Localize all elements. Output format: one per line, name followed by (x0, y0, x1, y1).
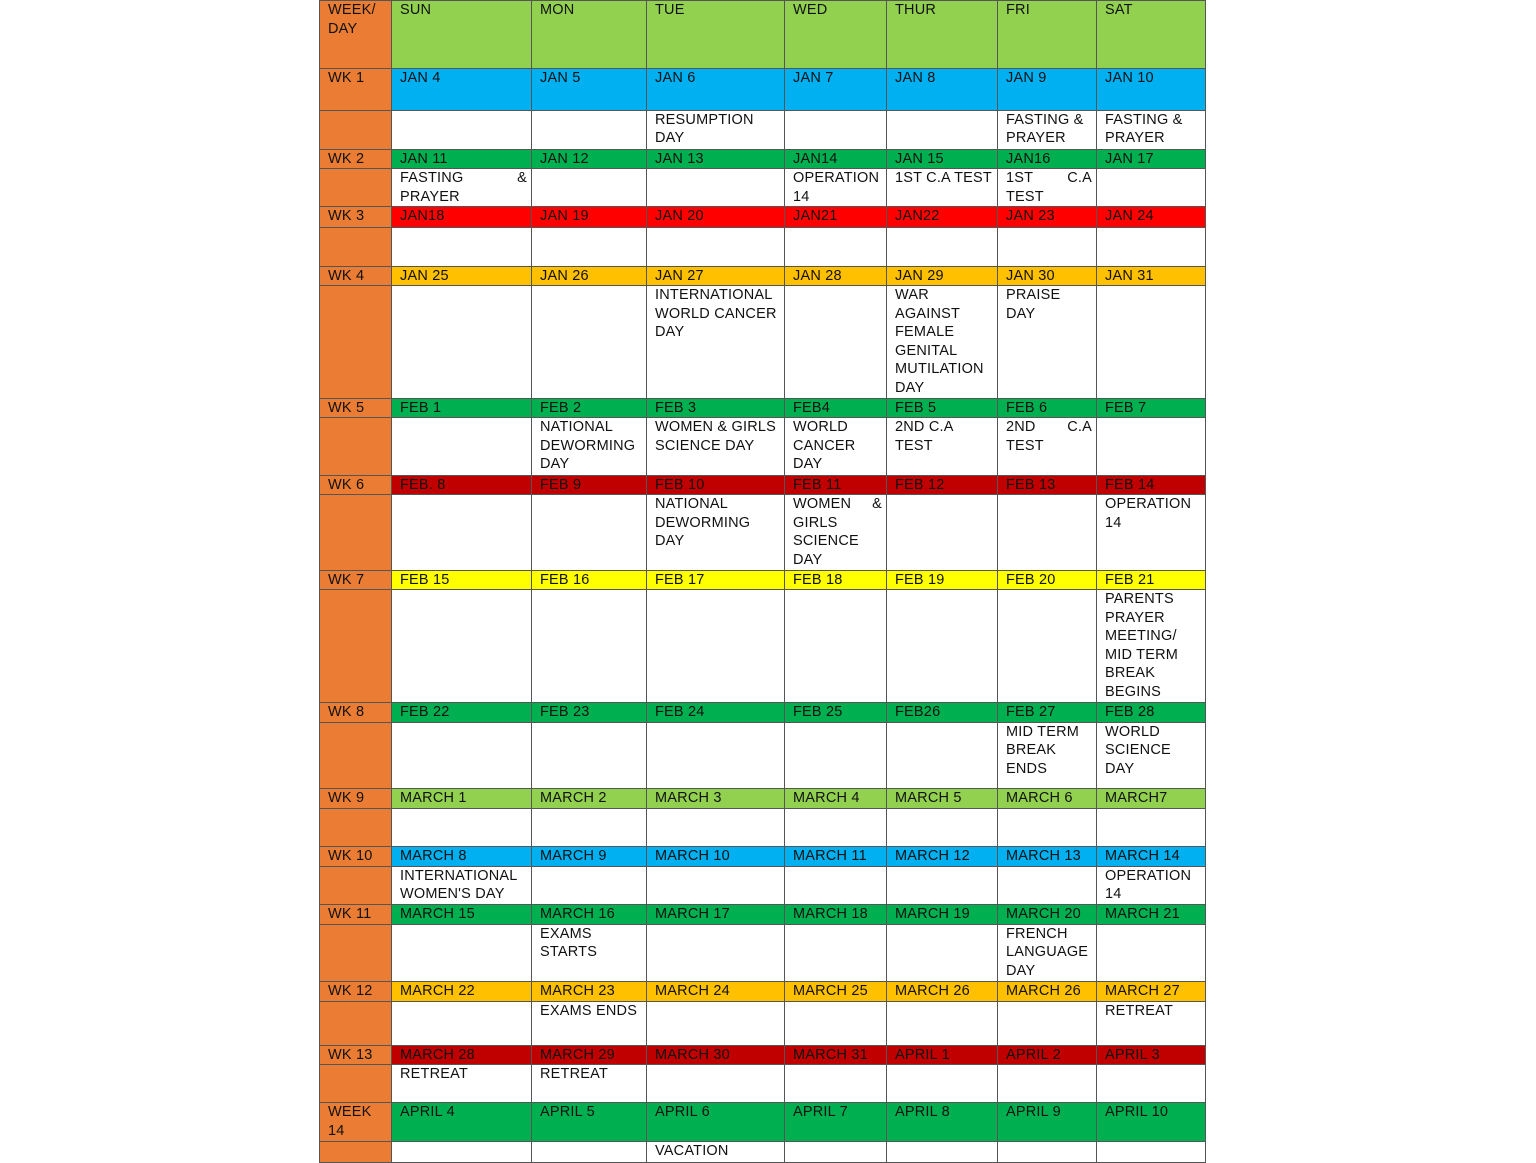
date-row (320, 702, 1206, 722)
date-cell: FEB 22 (392, 702, 532, 722)
week-label: WEEK 14 (320, 1103, 392, 1141)
week-label-spacer (320, 1001, 392, 1045)
event-cell (532, 110, 647, 149)
date-row (320, 570, 1206, 590)
week-label-spacer (320, 169, 392, 207)
event-row (320, 418, 1206, 475)
date-cell: MARCH 26 (998, 981, 1097, 1001)
event-cell (1097, 866, 1206, 904)
date-row (320, 398, 1206, 418)
event-cell (532, 418, 647, 475)
date-cell: FEB 21 (1097, 570, 1206, 590)
event-cell (392, 1001, 532, 1045)
date-cell: MARCH 19 (887, 905, 998, 925)
event-text: RETREAT (540, 1066, 608, 1083)
date-cell: MARCH 8 (392, 847, 532, 867)
day-header-thur: THUR (887, 1, 998, 69)
event-cell (887, 227, 998, 266)
event-row (320, 722, 1206, 788)
event-row (320, 1001, 1206, 1045)
date-cell: JAN 25 (392, 266, 532, 286)
event-cell (392, 722, 532, 788)
event-text: WOMEN & GIRLS SCIENCE DAY (655, 419, 777, 454)
event-text: 2ND C.A TEST (895, 419, 953, 454)
event-cell (785, 924, 887, 981)
event-cell (1097, 495, 1206, 570)
week-label: WK 9 (320, 789, 392, 809)
date-cell: MARCH 22 (392, 981, 532, 1001)
event-cell (998, 924, 1097, 981)
event-cell (1097, 418, 1206, 475)
date-cell: JAN21 (785, 207, 887, 227)
event-cell (1097, 1141, 1206, 1162)
event-cell (887, 809, 998, 847)
event-text: INTERNATIONAL WOMEN'S DAY (400, 867, 517, 903)
week-label: WK 12 (320, 981, 392, 1001)
date-cell: FEB 25 (785, 702, 887, 722)
event-text: FASTING & PRAYER (1105, 111, 1183, 146)
date-row (320, 207, 1206, 227)
event-cell (785, 809, 887, 847)
event-cell (392, 286, 532, 399)
event-text: INTERNATIONAL WORLD CANCER DAY (655, 287, 777, 341)
date-cell: JAN 23 (998, 207, 1097, 227)
week-label-spacer (320, 1141, 392, 1162)
date-cell: FEB 11 (785, 475, 887, 495)
week-label-spacer (320, 924, 392, 981)
event-cell (887, 924, 998, 981)
date-cell: FEB 6 (998, 398, 1097, 418)
event-cell (647, 495, 785, 570)
event-cell (1097, 1065, 1206, 1103)
date-cell: MARCH 23 (532, 981, 647, 1001)
date-cell: JAN 8 (887, 69, 998, 110)
date-cell: APRIL 6 (647, 1103, 785, 1141)
event-cell (1097, 590, 1206, 703)
week-label: WK 10 (320, 847, 392, 867)
date-cell: MARCH 26 (887, 981, 998, 1001)
date-cell: MARCH 14 (1097, 847, 1206, 867)
date-cell: FEB 3 (647, 398, 785, 418)
event-cell (1097, 286, 1206, 399)
date-cell: APRIL 2 (998, 1045, 1097, 1065)
calendar-table (319, 0, 1206, 1163)
date-cell: FEB 28 (1097, 702, 1206, 722)
date-cell: APRIL 4 (392, 1103, 532, 1141)
event-cell (887, 722, 998, 788)
date-cell: JAN 7 (785, 69, 887, 110)
event-text: FASTING & PRAYER (400, 170, 527, 205)
event-cell (887, 418, 998, 475)
date-cell: FEB 18 (785, 570, 887, 590)
date-cell: JAN14 (785, 149, 887, 169)
event-cell (392, 924, 532, 981)
date-cell: JAN22 (887, 207, 998, 227)
date-cell: APRIL 3 (1097, 1045, 1206, 1065)
date-cell: JAN 10 (1097, 69, 1206, 110)
event-cell (998, 110, 1097, 149)
date-cell: MARCH 9 (532, 847, 647, 867)
event-cell (887, 286, 998, 399)
date-cell: MARCH7 (1097, 789, 1206, 809)
event-cell (998, 1141, 1097, 1162)
date-cell: MARCH 13 (998, 847, 1097, 867)
event-cell (887, 169, 998, 207)
event-text: FRENCH LANGUAGE DAY (1006, 925, 1089, 979)
date-cell: FEB 14 (1097, 475, 1206, 495)
event-text: VACATION (655, 1142, 729, 1159)
date-cell: JAN 24 (1097, 207, 1206, 227)
event-cell (647, 809, 785, 847)
event-row (320, 809, 1206, 847)
date-cell: JAN 6 (647, 69, 785, 110)
event-cell (785, 227, 887, 266)
event-text: PARENTS PRAYER MEETING/ MID TERM BREAK BEGINS (1105, 591, 1179, 700)
event-cell (887, 110, 998, 149)
event-cell (647, 110, 785, 149)
date-cell: JAN 30 (998, 266, 1097, 286)
event-cell (1097, 227, 1206, 266)
event-cell (532, 1141, 647, 1162)
date-row (320, 149, 1206, 169)
week-label: WK 7 (320, 570, 392, 590)
event-cell (785, 1001, 887, 1045)
date-cell: FEB 27 (998, 702, 1097, 722)
event-cell (785, 418, 887, 475)
event-cell (392, 227, 532, 266)
date-cell: MARCH 3 (647, 789, 785, 809)
date-cell: JAN16 (998, 149, 1097, 169)
date-cell: APRIL 9 (998, 1103, 1097, 1141)
event-cell (785, 1065, 887, 1103)
event-cell (647, 418, 785, 475)
event-cell (532, 809, 647, 847)
date-cell: APRIL 5 (532, 1103, 647, 1141)
event-cell (1097, 169, 1206, 207)
week-label-spacer (320, 227, 392, 266)
event-text: NATIONAL DEWORMING DAY (540, 419, 636, 473)
date-cell: FEB 10 (647, 475, 785, 495)
event-cell (647, 1001, 785, 1045)
date-cell: JAN 20 (647, 207, 785, 227)
date-cell: JAN 31 (1097, 266, 1206, 286)
event-text: WOMEN & GIRLS SCIENCE DAY (793, 496, 882, 568)
event-cell (785, 495, 887, 570)
event-cell (1097, 924, 1206, 981)
date-cell: FEB 7 (1097, 398, 1206, 418)
event-text: PRAISE DAY (1006, 287, 1061, 322)
event-row (320, 169, 1206, 207)
date-row (320, 1045, 1206, 1065)
date-cell: FEB 24 (647, 702, 785, 722)
date-cell: FEB 19 (887, 570, 998, 590)
date-cell: FEB 15 (392, 570, 532, 590)
event-text: OPERATION 14 (1105, 496, 1192, 531)
date-cell: FEB26 (887, 702, 998, 722)
week-label: WK 3 (320, 207, 392, 227)
event-cell (887, 866, 998, 904)
event-row (320, 590, 1206, 703)
day-header-mon: MON (532, 1, 647, 69)
date-row (320, 789, 1206, 809)
week-label: WK 6 (320, 475, 392, 495)
event-cell (647, 1141, 785, 1162)
date-row (320, 1103, 1206, 1141)
event-cell (392, 169, 532, 207)
date-cell: JAN 19 (532, 207, 647, 227)
week-label-spacer (320, 866, 392, 904)
event-text: OPERATION 14 (1105, 867, 1192, 903)
event-cell (392, 809, 532, 847)
date-cell: MARCH 21 (1097, 905, 1206, 925)
date-cell: FEB4 (785, 398, 887, 418)
event-row (320, 1065, 1206, 1103)
date-cell: MARCH 27 (1097, 981, 1206, 1001)
date-row (320, 905, 1206, 925)
date-cell: JAN 27 (647, 266, 785, 286)
date-row (320, 475, 1206, 495)
week-label: WK 8 (320, 702, 392, 722)
date-cell: JAN 29 (887, 266, 998, 286)
event-cell (785, 169, 887, 207)
event-cell (785, 110, 887, 149)
date-cell: FEB 2 (532, 398, 647, 418)
week-label: WK 2 (320, 149, 392, 169)
event-cell (785, 590, 887, 703)
week-label: WK 5 (320, 398, 392, 418)
event-cell (647, 866, 785, 904)
date-cell: MARCH 15 (392, 905, 532, 925)
date-cell: MARCH 2 (532, 789, 647, 809)
event-cell (647, 286, 785, 399)
event-cell (392, 1141, 532, 1162)
date-cell: MARCH 10 (647, 847, 785, 867)
date-cell: MARCH 17 (647, 905, 785, 925)
event-text: MID TERM BREAK ENDS (1006, 723, 1080, 777)
event-text: WORLD CANCER DAY (793, 419, 856, 473)
week-label-spacer (320, 1065, 392, 1103)
date-cell: MARCH 12 (887, 847, 998, 867)
event-cell (998, 722, 1097, 788)
event-cell (532, 1001, 647, 1045)
event-cell (647, 169, 785, 207)
event-cell (887, 1001, 998, 1045)
date-cell: MARCH 25 (785, 981, 887, 1001)
date-row (320, 847, 1206, 867)
event-text: RETREAT (400, 1066, 468, 1083)
event-cell (647, 924, 785, 981)
event-row (320, 495, 1206, 570)
event-cell (998, 286, 1097, 399)
week-day-corner: WEEK/ DAY (320, 1, 392, 69)
date-cell: FEB 5 (887, 398, 998, 418)
date-cell: JAN 4 (392, 69, 532, 110)
event-cell (647, 1065, 785, 1103)
day-header-sun: SUN (392, 1, 532, 69)
date-cell: MARCH 11 (785, 847, 887, 867)
event-cell (647, 722, 785, 788)
event-cell (532, 590, 647, 703)
event-cell (998, 809, 1097, 847)
event-cell (998, 590, 1097, 703)
event-cell (532, 227, 647, 266)
date-cell: MARCH 1 (392, 789, 532, 809)
event-text: OPERATION 14 (793, 170, 880, 205)
event-cell (998, 169, 1097, 207)
date-cell: JAN 11 (392, 149, 532, 169)
date-cell: APRIL 10 (1097, 1103, 1206, 1141)
date-cell: MARCH 16 (532, 905, 647, 925)
date-cell: FEB 16 (532, 570, 647, 590)
date-cell: FEB 23 (532, 702, 647, 722)
event-cell (532, 169, 647, 207)
event-cell (887, 1141, 998, 1162)
event-cell (392, 418, 532, 475)
week-label: WK 13 (320, 1045, 392, 1065)
date-cell: MARCH 6 (998, 789, 1097, 809)
date-row (320, 266, 1206, 286)
date-cell: JAN 13 (647, 149, 785, 169)
date-cell: FEB 13 (998, 475, 1097, 495)
event-cell (392, 495, 532, 570)
event-row (320, 866, 1206, 904)
event-cell (392, 110, 532, 149)
date-cell: FEB 1 (392, 398, 532, 418)
event-text: RESUMPTION DAY (655, 111, 754, 146)
event-cell (647, 590, 785, 703)
event-text: WAR AGAINST FEMALE GENITAL MUTILATION DAY (895, 287, 984, 396)
event-cell (785, 1141, 887, 1162)
event-cell (532, 495, 647, 570)
date-cell: JAN 5 (532, 69, 647, 110)
date-cell: JAN 15 (887, 149, 998, 169)
event-cell (647, 227, 785, 266)
date-cell: MARCH 28 (392, 1045, 532, 1065)
date-cell: MARCH 29 (532, 1045, 647, 1065)
date-cell: MARCH 4 (785, 789, 887, 809)
event-cell (1097, 722, 1206, 788)
event-text: 2ND C.A TEST (1006, 419, 1092, 454)
date-cell: MARCH 24 (647, 981, 785, 1001)
date-cell: JAN 26 (532, 266, 647, 286)
event-cell (532, 924, 647, 981)
event-cell (998, 1001, 1097, 1045)
event-cell (785, 286, 887, 399)
date-cell: JAN 28 (785, 266, 887, 286)
event-cell (785, 866, 887, 904)
event-cell (1097, 1001, 1206, 1045)
event-cell (887, 1065, 998, 1103)
event-text: WORLD SCIENCE DAY (1105, 723, 1171, 777)
event-text: 1ST C.A TEST (895, 170, 992, 187)
event-text: RETREAT (1105, 1002, 1173, 1019)
event-cell (532, 866, 647, 904)
event-cell (998, 495, 1097, 570)
event-row (320, 924, 1206, 981)
event-text: FASTING & PRAYER (1006, 111, 1084, 146)
day-header-wed: WED (785, 1, 887, 69)
date-cell: MARCH 30 (647, 1045, 785, 1065)
date-cell: FEB 17 (647, 570, 785, 590)
date-cell: APRIL 7 (785, 1103, 887, 1141)
week-label-spacer (320, 110, 392, 149)
week-label-spacer (320, 590, 392, 703)
week-label: WK 1 (320, 69, 392, 110)
event-cell (532, 722, 647, 788)
day-header-sat: SAT (1097, 1, 1206, 69)
event-cell (998, 1065, 1097, 1103)
date-row (320, 69, 1206, 110)
week-label-spacer (320, 722, 392, 788)
event-cell (887, 495, 998, 570)
date-cell: JAN 12 (532, 149, 647, 169)
event-cell (392, 1065, 532, 1103)
date-cell: APRIL 8 (887, 1103, 998, 1141)
week-label-spacer (320, 495, 392, 570)
date-cell: FEB 12 (887, 475, 998, 495)
event-text: EXAMS STARTS (540, 925, 598, 961)
event-text: NATIONAL DEWORMING DAY (655, 496, 751, 550)
week-label-spacer (320, 286, 392, 399)
date-cell: MARCH 20 (998, 905, 1097, 925)
date-cell: MARCH 5 (887, 789, 998, 809)
event-cell (887, 590, 998, 703)
date-cell: MARCH 31 (785, 1045, 887, 1065)
date-cell: JAN18 (392, 207, 532, 227)
event-cell (532, 1065, 647, 1103)
date-cell: JAN 17 (1097, 149, 1206, 169)
event-text: 1ST C.A TEST (1006, 170, 1092, 205)
date-cell: MARCH 18 (785, 905, 887, 925)
day-header-tue: TUE (647, 1, 785, 69)
event-cell (392, 590, 532, 703)
event-cell (1097, 809, 1206, 847)
event-row (320, 286, 1206, 399)
event-cell (1097, 110, 1206, 149)
event-row (320, 227, 1206, 266)
header-row (320, 1, 1206, 69)
event-cell (532, 286, 647, 399)
date-cell: FEB 20 (998, 570, 1097, 590)
event-row (320, 1141, 1206, 1162)
date-cell: APRIL 1 (887, 1045, 998, 1065)
event-cell (998, 418, 1097, 475)
date-cell: JAN 9 (998, 69, 1097, 110)
week-label-spacer (320, 418, 392, 475)
week-label: WK 11 (320, 905, 392, 925)
event-cell (998, 227, 1097, 266)
week-label: WK 4 (320, 266, 392, 286)
event-text: EXAMS ENDS (540, 1002, 638, 1019)
event-row (320, 110, 1206, 149)
date-cell: FEB. 8 (392, 475, 532, 495)
day-header-fri: FRI (998, 1, 1097, 69)
date-cell: FEB 9 (532, 475, 647, 495)
date-row (320, 981, 1206, 1001)
event-cell (785, 722, 887, 788)
event-cell (392, 866, 532, 904)
week-label-spacer (320, 809, 392, 847)
event-cell (998, 866, 1097, 904)
